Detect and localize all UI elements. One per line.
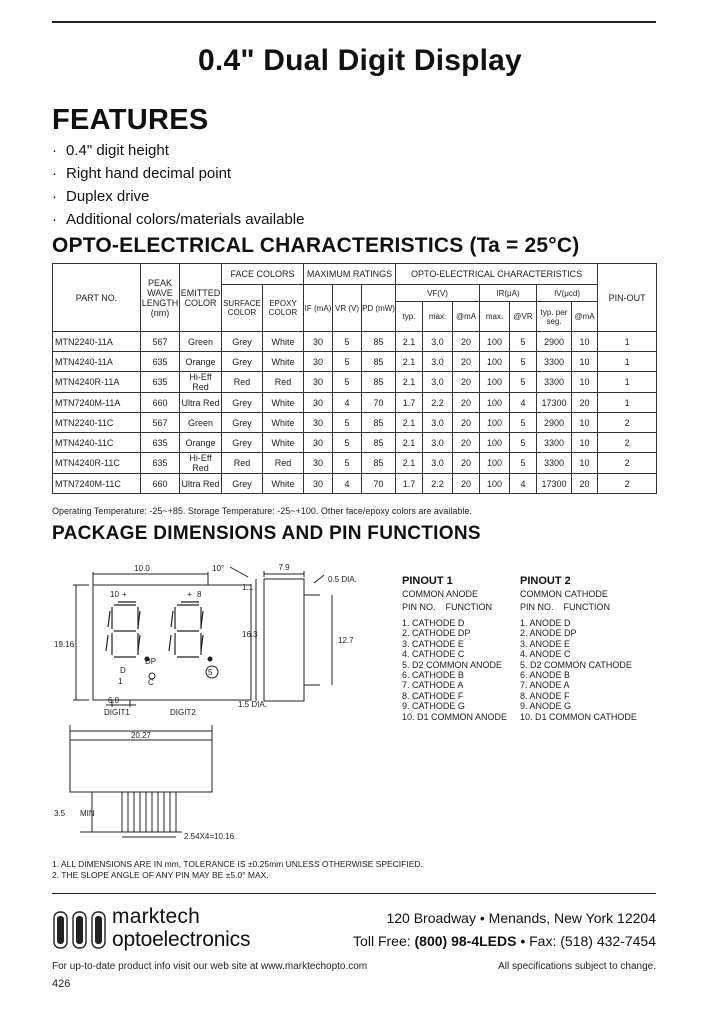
- pinout2-list: [520, 618, 637, 722]
- table-cell: Grey: [222, 413, 263, 433]
- th-part-no: PART NO.: [53, 264, 141, 332]
- table-cell: Green: [180, 413, 222, 433]
- table-cell: White: [263, 413, 304, 433]
- table-row: [53, 474, 657, 494]
- dim-6-0: 6.0: [108, 696, 120, 705]
- table-cell: 3.0: [423, 453, 453, 474]
- features-heading: FEATURES: [52, 104, 209, 136]
- page-title: 0.4" Dual Digit Display: [198, 44, 522, 77]
- pin-function-item: 9. ANODE G: [520, 701, 572, 712]
- table-cell: 17300: [537, 474, 572, 494]
- part-number-cell: MTN2240-11A: [53, 332, 141, 352]
- table-cell: Green: [180, 332, 222, 352]
- pin-function-item: 8. CATHODE F: [402, 690, 464, 701]
- th-at-vr: @VR: [510, 302, 537, 332]
- spec-table: [52, 263, 657, 494]
- seg-label-10: 10: [110, 590, 119, 599]
- pin-function-item: 4. ANODE C: [520, 649, 571, 660]
- dim-min: MIN: [80, 809, 95, 818]
- table-cell: 30: [304, 453, 333, 474]
- pin-function-item: 2. CATHODE DP: [402, 628, 471, 639]
- table-cell: Hi-Eff Red: [180, 372, 222, 393]
- table-cell: 70: [362, 474, 396, 494]
- th-max: max.: [423, 302, 453, 332]
- bottom-rule: [52, 893, 656, 894]
- table-cell: Red: [263, 372, 304, 393]
- th-max-ratings: MAXIMUM RATINGS: [304, 264, 396, 285]
- table-cell: Orange: [180, 433, 222, 453]
- digit2-label: DIGIT2: [170, 708, 196, 717]
- table-cell: 660: [141, 474, 180, 494]
- table-cell: 3.0: [423, 413, 453, 433]
- th-peak: PEAK WAVE LENGTH (nm): [141, 264, 180, 332]
- table-cell: 100: [480, 393, 510, 413]
- table-cell: Red: [263, 453, 304, 474]
- table-cell: 70: [362, 393, 396, 413]
- table-cell: 85: [362, 413, 396, 433]
- table-cell: 567: [141, 413, 180, 433]
- part-number-cell: MTN4240-11C: [53, 433, 141, 453]
- part-number-cell: MTN4240R-11C: [53, 453, 141, 474]
- table-cell: Ultra Red: [180, 393, 222, 413]
- table-cell: Hi-Eff Red: [180, 453, 222, 474]
- table-cell: 635: [141, 372, 180, 393]
- table-cell: 100: [480, 372, 510, 393]
- brand-name-1: marktech: [112, 905, 200, 928]
- pin-function-item: 8. ANODE F: [520, 690, 570, 701]
- table-cell: 5: [333, 433, 362, 453]
- dim-7-9: 7.9: [278, 563, 290, 572]
- table-cell: 85: [362, 372, 396, 393]
- pin-function-item: 10. D1 COMMON ANODE: [402, 711, 508, 722]
- table-cell: 20: [453, 393, 480, 413]
- table-row: [53, 433, 657, 453]
- table-cell: 1.7: [396, 393, 423, 413]
- seg-label-c: C: [148, 678, 154, 687]
- table-cell: 85: [362, 453, 396, 474]
- table-cell: 3.0: [423, 332, 453, 352]
- front-outline: [93, 585, 251, 700]
- feature-item: · Additional colors/materials available: [52, 211, 305, 228]
- table-cell: 1: [598, 352, 657, 372]
- table-cell: 5: [510, 372, 537, 393]
- th-surface: SURFACE COLOR: [222, 285, 263, 332]
- table-cell: 5: [333, 352, 362, 372]
- dim-12-7: 12.7: [338, 636, 354, 645]
- package-drawing: [52, 555, 382, 850]
- table-cell: 5: [333, 332, 362, 352]
- part-number-cell: MTN7240M-11A: [53, 393, 141, 413]
- table-cell: 2: [598, 474, 657, 494]
- dim-20-27: 20.27: [130, 731, 152, 740]
- dim-0-5: 0.5 DIA.: [328, 575, 357, 584]
- footer-website: For up-to-date product info visit our web site at www.marktechopto.com: [52, 961, 368, 972]
- table-cell: 20: [572, 474, 598, 494]
- company-phone: Toll Free: (800) 98-4LEDS • Fax: (518) 432-7454: [353, 933, 656, 949]
- table-cell: 5: [510, 332, 537, 352]
- table-cell: 2.2: [423, 474, 453, 494]
- footer-disclaimer: All specifications subject to change.: [498, 961, 656, 972]
- table-cell: 2.1: [396, 372, 423, 393]
- th-typ: typ.: [396, 302, 423, 332]
- brand-name-2: optoelectronics: [112, 928, 251, 951]
- th-face-colors: FACE COLORS: [222, 264, 304, 285]
- table-cell: White: [263, 393, 304, 413]
- table-cell: 5: [510, 352, 537, 372]
- table-cell: 3300: [537, 352, 572, 372]
- th-vf: VF(V): [396, 285, 480, 302]
- table-cell: 10: [572, 372, 598, 393]
- side-view: [256, 571, 332, 701]
- table-row: [53, 393, 657, 413]
- table-cell: 5: [333, 453, 362, 474]
- table-cell: 660: [141, 393, 180, 413]
- dimension-notes: [52, 859, 423, 881]
- dim-1-1: 1.1: [242, 583, 254, 592]
- table-cell: 5: [333, 413, 362, 433]
- table-cell: 2: [598, 413, 657, 433]
- table-cell: 30: [304, 332, 333, 352]
- dim-3-5: 3.5: [54, 809, 66, 818]
- pin-function-item: 1. ANODE D: [520, 618, 571, 628]
- table-row: [53, 332, 657, 352]
- table-cell: 3300: [537, 372, 572, 393]
- table-cell: 5: [333, 372, 362, 393]
- table-cell: 100: [480, 352, 510, 372]
- table-cell: 4: [510, 474, 537, 494]
- table-cell: 2900: [537, 413, 572, 433]
- table-cell: Grey: [222, 352, 263, 372]
- part-number-cell: MTN4240R-11A: [53, 372, 141, 393]
- note-2: 2. THE SLOPE ANGLE OF ANY PIN MAY BE ±5.0° MAX.: [52, 870, 269, 880]
- table-cell: 4: [510, 393, 537, 413]
- table-cell: 2.1: [396, 332, 423, 352]
- pin-function-item: 9. CATHODE G: [402, 701, 465, 712]
- table-cell: 635: [141, 352, 180, 372]
- pinout1-subtitle: COMMON ANODE: [402, 589, 479, 599]
- table-row: [53, 413, 657, 433]
- table-cell: 30: [304, 352, 333, 372]
- table-cell: 10: [572, 332, 598, 352]
- table-cell: 3300: [537, 453, 572, 474]
- th-at-ma2: @mA: [572, 302, 598, 332]
- digit1-label: DIGIT1: [104, 708, 130, 717]
- table-cell: 2.1: [396, 413, 423, 433]
- plus-1: +: [122, 590, 127, 599]
- table-cell: 2: [598, 433, 657, 453]
- th-if: IF (mA): [304, 285, 333, 332]
- table-cell: 20: [453, 474, 480, 494]
- table-cell: 10: [572, 433, 598, 453]
- part-number-cell: MTN7240M-11C: [53, 474, 141, 494]
- feature-item: · Right hand decimal point: [52, 165, 232, 182]
- pin-function-item: 3. ANODE E: [520, 638, 571, 649]
- table-cell: 1: [598, 372, 657, 393]
- table-cell: 1.7: [396, 474, 423, 494]
- table-cell: 3.0: [423, 433, 453, 453]
- pinout2-title: PINOUT 2: [520, 575, 571, 587]
- table-cell: 17300: [537, 393, 572, 413]
- table-cell: 85: [362, 332, 396, 352]
- pin-function-item: 1. CATHODE D: [402, 618, 465, 628]
- table-cell: 635: [141, 453, 180, 474]
- seg-label-8: 8: [197, 590, 202, 599]
- table-cell: White: [263, 332, 304, 352]
- pin-function-item: 2. ANODE DP: [520, 628, 577, 639]
- table-cell: White: [263, 433, 304, 453]
- seg-label-5: 5: [208, 668, 213, 677]
- table-cell: 5: [510, 453, 537, 474]
- th-opto: OPTO-ELECTRICAL CHARACTERISTICS: [396, 264, 598, 285]
- table-cell: 20: [453, 372, 480, 393]
- th-iv: IV(μcd): [537, 285, 598, 302]
- table-cell: 20: [453, 413, 480, 433]
- table-row: [53, 453, 657, 474]
- table-cell: 2.2: [423, 393, 453, 413]
- table-cell: 635: [141, 433, 180, 453]
- table-cell: 30: [304, 433, 333, 453]
- table-cell: 3.0: [423, 372, 453, 393]
- dim-16-3: 16.3: [242, 630, 258, 639]
- table-cell: 5: [510, 433, 537, 453]
- table-cell: Grey: [222, 332, 263, 352]
- dim-1-5: 1.5 DIA.: [238, 700, 267, 709]
- pin-function-item: 6. CATHODE B: [402, 670, 464, 681]
- table-cell: 10: [572, 453, 598, 474]
- table-cell: 20: [453, 433, 480, 453]
- table-cell: 2: [598, 453, 657, 474]
- page-number: 426: [52, 978, 71, 990]
- table-cell: Ultra Red: [180, 474, 222, 494]
- table-cell: 100: [480, 474, 510, 494]
- dim-10deg: 10°: [212, 564, 225, 573]
- table-cell: 1: [598, 393, 657, 413]
- table-cell: 567: [141, 332, 180, 352]
- table-cell: 100: [480, 332, 510, 352]
- pinout1-cols: PIN NO. FUNCTION: [402, 602, 493, 612]
- pin-function-item: 5. D2 COMMON ANODE: [402, 659, 503, 670]
- marktech-logo-icon: [52, 900, 108, 952]
- th-typ-per-seg: typ. per seg.: [537, 302, 572, 332]
- pin-function-item: 4. CATHODE C: [402, 649, 465, 660]
- pin-function-item: 6. ANODE B: [520, 670, 571, 681]
- feature-item: · Duplex drive: [52, 188, 150, 205]
- table-cell: 2.1: [396, 453, 423, 474]
- digit1-segments: [106, 602, 140, 657]
- seg-label-1: 1: [118, 677, 123, 686]
- table-cell: 20: [453, 453, 480, 474]
- th-emitted: EMITTED COLOR: [180, 264, 222, 332]
- pinout1-title: PINOUT 1: [402, 575, 453, 587]
- opto-heading: OPTO-ELECTRICAL CHARACTERISTICS (Ta = 25°C): [52, 234, 580, 257]
- feature-item: · 0.4" digit height: [52, 142, 169, 159]
- table-cell: 85: [362, 352, 396, 372]
- table-cell: 4: [333, 474, 362, 494]
- th-pinout: PIN-OUT: [598, 264, 657, 332]
- table-cell: 10: [572, 413, 598, 433]
- table-cell: 20: [572, 393, 598, 413]
- package-heading: PACKAGE DIMENSIONS AND PIN FUNCTIONS: [52, 523, 481, 544]
- pinout1-list: [402, 618, 507, 722]
- table-cell: 4: [333, 393, 362, 413]
- table-cell: 30: [304, 393, 333, 413]
- table-cell: Grey: [222, 474, 263, 494]
- table-cell: White: [263, 474, 304, 494]
- th-at-ma: @mA: [453, 302, 480, 332]
- th-pd: PD (mW): [362, 285, 396, 332]
- table-cell: 20: [453, 332, 480, 352]
- features-list: [52, 142, 304, 234]
- table-cell: 20: [453, 352, 480, 372]
- bottom-view: [70, 725, 212, 837]
- plus-2: +: [187, 590, 192, 599]
- th-vr: VR (V): [333, 285, 362, 332]
- company-address: 120 Broadway • Menands, New York 12204: [386, 910, 656, 926]
- table-cell: 30: [304, 372, 333, 393]
- table-cell: Grey: [222, 393, 263, 413]
- table-cell: 5: [510, 413, 537, 433]
- table-cell: 100: [480, 433, 510, 453]
- seg-label-dp: DP: [145, 657, 157, 666]
- table-cell: Red: [222, 372, 263, 393]
- table-cell: 30: [304, 413, 333, 433]
- pinout2-subtitle: COMMON CATHODE: [520, 589, 608, 599]
- table-cell: 2.1: [396, 352, 423, 372]
- table-cell: Grey: [222, 433, 263, 453]
- table-cell: 2900: [537, 332, 572, 352]
- pin-function-item: 3. CATHODE E: [402, 638, 464, 649]
- table-cell: 85: [362, 433, 396, 453]
- pin-function-item: 10. D1 COMMON CATHODE: [520, 711, 637, 722]
- table-cell: 100: [480, 453, 510, 474]
- table-row: [53, 372, 657, 393]
- table-cell: Red: [222, 453, 263, 474]
- dim-19-16: 19.16: [54, 640, 75, 649]
- seg-label-d: D: [120, 666, 126, 675]
- table-cell: 100: [480, 413, 510, 433]
- table-cell: 3300: [537, 433, 572, 453]
- dim-10-0: 10.0: [134, 564, 150, 573]
- table-cell: Orange: [180, 352, 222, 372]
- top-rule: [52, 21, 656, 23]
- pinout2-cols: PIN NO. FUNCTION: [520, 602, 611, 612]
- table-row: [53, 352, 657, 372]
- part-number-cell: MTN2240-11C: [53, 413, 141, 433]
- th-epoxy: EPOXY COLOR: [263, 285, 304, 332]
- table-cell: White: [263, 352, 304, 372]
- pin-function-item: 7. ANODE A: [520, 680, 570, 691]
- table-cell: 1: [598, 332, 657, 352]
- digit2-segments: [169, 602, 203, 657]
- table-cell: 30: [304, 474, 333, 494]
- dim-pitch: 2.54X4=10.16: [184, 832, 235, 841]
- table-cell: 3.0: [423, 352, 453, 372]
- table-cell: 10: [572, 352, 598, 372]
- pin-function-item: 5. D2 COMMON CATHODE: [520, 659, 632, 670]
- table-cell: 2.1: [396, 433, 423, 453]
- digit2-dp: [208, 657, 213, 662]
- operating-note: Operating Temperature: -25~+85. Storage Temperature: -25~+100. Other face/epoxy colors are available.: [52, 506, 472, 516]
- pin-function-item: 7. CATHODE A: [402, 680, 464, 691]
- th-max2: max.: [480, 302, 510, 332]
- part-number-cell: MTN4240-11A: [53, 352, 141, 372]
- note-1: 1. ALL DIMENSIONS ARE IN mm, TOLERANCE IS ±0.25mm UNLESS OTHERWISE SPECIFIED.: [52, 859, 423, 869]
- th-ir: IR(μA): [480, 285, 537, 302]
